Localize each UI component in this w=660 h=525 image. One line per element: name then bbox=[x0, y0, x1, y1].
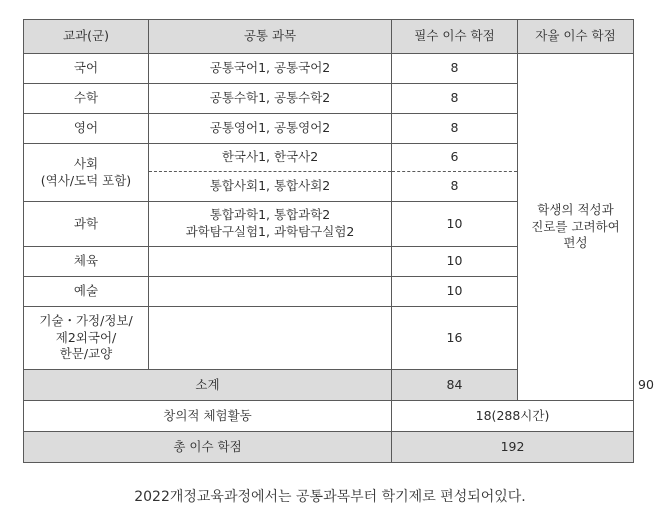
required-credits-cell: 8 bbox=[392, 172, 518, 202]
required-credits-cell: 16 bbox=[392, 307, 518, 370]
subject-group-cell: 체육 bbox=[24, 247, 149, 277]
common-subjects-cell: 한국사1, 한국사2 bbox=[149, 144, 392, 172]
required-credits-cell: 8 bbox=[392, 84, 518, 114]
required-credits-cell: 8 bbox=[392, 114, 518, 144]
subtotal-label: 소계 bbox=[24, 370, 392, 401]
header-subject-group: 교과(군) bbox=[24, 20, 149, 54]
required-credits-cell: 8 bbox=[392, 54, 518, 84]
total-row bbox=[24, 432, 634, 463]
subject-group-cell: 사회 (역사/도덕 포함) bbox=[24, 144, 149, 202]
required-credits-cell: 10 bbox=[392, 202, 518, 247]
common-subjects-cell bbox=[149, 307, 392, 370]
common-subjects-cell: 공통국어1, 공통국어2 bbox=[149, 54, 392, 84]
common-subjects-cell: 공통수학1, 공통수학2 bbox=[149, 84, 392, 114]
subject-group-cell: 예술 bbox=[24, 277, 149, 307]
header-required-credits: 필수 이수 학점 bbox=[392, 20, 518, 54]
header-common-subjects: 공통 과목 bbox=[149, 20, 392, 54]
common-subjects-cell: 통합사회1, 통합사회2 bbox=[149, 172, 392, 202]
creative-activity-value: 18(288시간) bbox=[392, 401, 634, 432]
total-label: 총 이수 학점 bbox=[24, 432, 392, 463]
subtotal-row: 소계 84 90 bbox=[24, 370, 634, 401]
curriculum-table bbox=[23, 19, 654, 463]
common-subjects-cell bbox=[149, 247, 392, 277]
caption-text: 2022개정교육과정에서는 공통과목부터 학기제로 편성되어있다. bbox=[134, 489, 526, 505]
creative-activity-row bbox=[24, 401, 634, 432]
table-row bbox=[24, 54, 634, 84]
common-subjects-cell bbox=[149, 277, 392, 307]
subtotal-required: 84 bbox=[392, 370, 518, 401]
subject-group-cell: 수학 bbox=[24, 84, 149, 114]
creative-activity-label: 창의적 체험활동 bbox=[24, 401, 392, 432]
required-credits-cell: 10 bbox=[392, 247, 518, 277]
subject-group-cell: 영어 bbox=[24, 114, 149, 144]
common-subjects-cell: 공통영어1, 공통영어2 bbox=[149, 114, 392, 144]
table-header-row bbox=[24, 20, 634, 54]
required-credits-cell: 6 bbox=[392, 144, 518, 172]
header-elective-credits: 자율 이수 학점 bbox=[518, 20, 634, 54]
subject-group-cell: 국어 bbox=[24, 54, 149, 84]
total-value: 192 bbox=[392, 432, 634, 463]
required-credits-cell: 10 bbox=[392, 277, 518, 307]
subject-group-cell: 과학 bbox=[24, 202, 149, 247]
common-subjects-cell: 통합과학1, 통합과학2 과학탐구실험1, 과학탐구실험2 bbox=[149, 202, 392, 247]
subject-group-cell: 기술・가정/정보/ 제2외국어/ 한문/교양 bbox=[24, 307, 149, 370]
elective-note-cell: 학생의 적성과 진로를 고려하여 편성 bbox=[518, 54, 634, 401]
